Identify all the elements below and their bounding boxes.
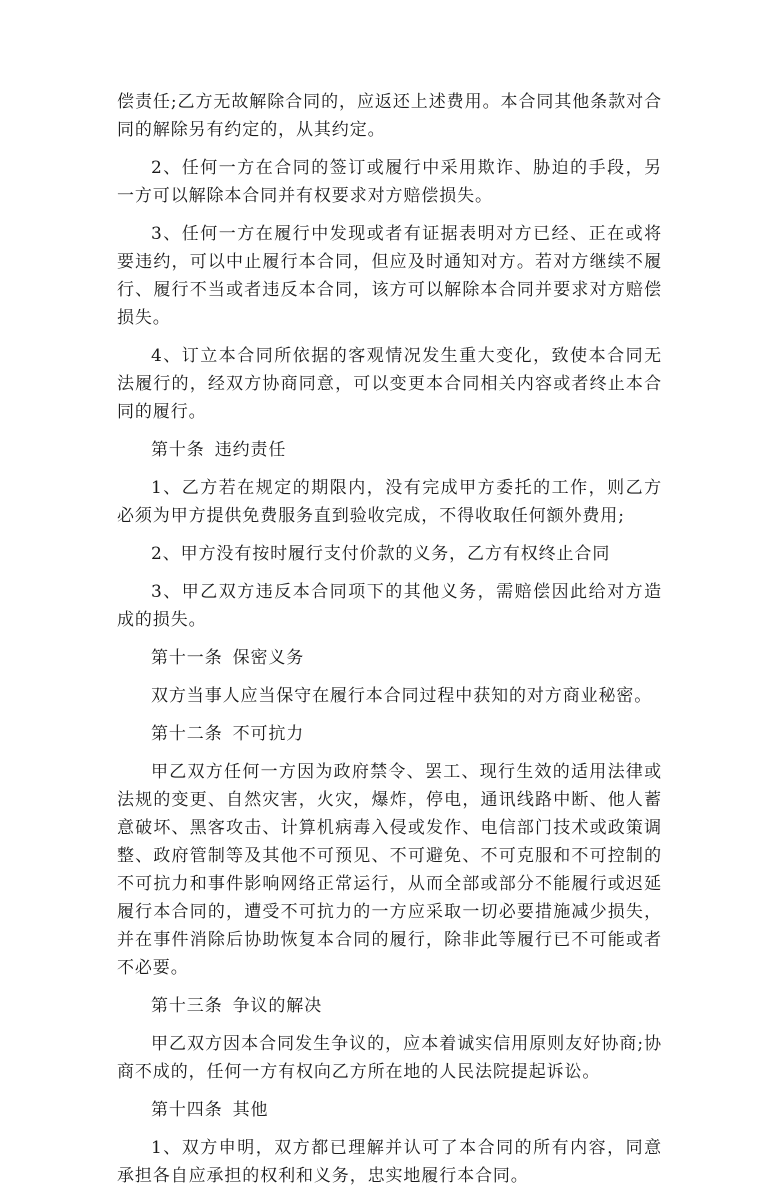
paragraph-other-1: 1、双方申明，双方都已理解并认可了本合同的所有内容，同意承担各自应承担的权利和义务，忠实地履行本合同。 xyxy=(117,1138,662,1186)
paragraph-termination-clause-continued: 偿责任;乙方无故解除合同的，应返还上述费用。本合同其他条款对合同的解除另有约定的，从其约定。 xyxy=(117,92,662,140)
article-number: 第十四条 xyxy=(151,1100,223,1120)
paragraph-dispute-resolution: 甲乙双方因本合同发生争议的，应本着诚实信用原则友好协商;协商不成的，任何一方有权向乙方所在地的人民法院提起诉讼。 xyxy=(117,1034,662,1082)
paragraph-termination-breach: 3、任何一方在履行中发现或者有证据表明对方已经、正在或将要违约，可以中止履行本合同，但应及时通知对方。若对方继续不履行、履行不当或者违反本合同，该方可以解除本合同并要求对方赔偿损失。 xyxy=(117,224,662,328)
heading-article-11 xyxy=(117,644,662,672)
paragraph-termination-change: 4、订立本合同所依据的客观情况发生重大变化，致使本合同无法履行的，经双方协商同意，可以变更本合同相关内容或者终止本合同的履行。 xyxy=(117,346,662,422)
paragraph-termination-fraud: 2、任何一方在合同的签订或履行中采用欺诈、胁迫的手段，另一方可以解除本合同并有权要求对方赔偿损失。 xyxy=(117,158,662,206)
paragraph-liability-2: 2、甲方没有按时履行支付价款的义务，乙方有权终止合同 xyxy=(151,544,611,564)
heading-article-14 xyxy=(117,1096,662,1124)
article-title: 保密义务 xyxy=(232,648,305,668)
heading-article-10 xyxy=(117,436,662,464)
paragraph-confidentiality: 双方当事人应当保守在履行本合同过程中获知的对方商业秘密。 xyxy=(151,686,653,706)
article-number: 第十三条 xyxy=(151,996,223,1016)
article-number: 第十条 xyxy=(151,440,205,460)
paragraph-liability-1: 1、乙方若在规定的期限内，没有完成甲方委托的工作，则乙方必须为甲方提供免费服务直到验收完成，不得收取任何额外费用; xyxy=(117,478,662,526)
article-title: 争议的解决 xyxy=(232,996,323,1016)
paragraph-force-majeure: 甲乙双方任何一方因为政府禁令、罢工、现行生效的适用法律或法规的变更、自然灾害，火灾，爆炸，停电，通讯线路中断、他人蓄意破坏、黑客攻击、计算机病毒入侵或发作、电信部门技术或政策调整、政府管制等及其他不可预见、不可避免、不可克服和不可控制的不可抗力和事件影响网络正常运行，从而全部或部分不能履行或迟延履行本合同的，遭受不可抗力的一方应采取一切必要措施减少损失，并在事件消除后协助恢复本合同的履行，除非此等履行已不可能或者不必要。 xyxy=(117,762,662,978)
article-title: 违约责任 xyxy=(214,440,287,460)
article-title: 其他 xyxy=(232,1100,269,1120)
article-number: 第十二条 xyxy=(151,724,223,744)
heading-article-13 xyxy=(117,992,662,1020)
document-page xyxy=(117,88,662,1200)
heading-article-12 xyxy=(117,720,662,748)
paragraph-liability-3: 3、甲乙双方违反本合同项下的其他义务，需赔偿因此给对方造成的损失。 xyxy=(117,582,662,630)
article-number: 第十一条 xyxy=(151,648,223,668)
article-title: 不可抗力 xyxy=(232,724,305,744)
